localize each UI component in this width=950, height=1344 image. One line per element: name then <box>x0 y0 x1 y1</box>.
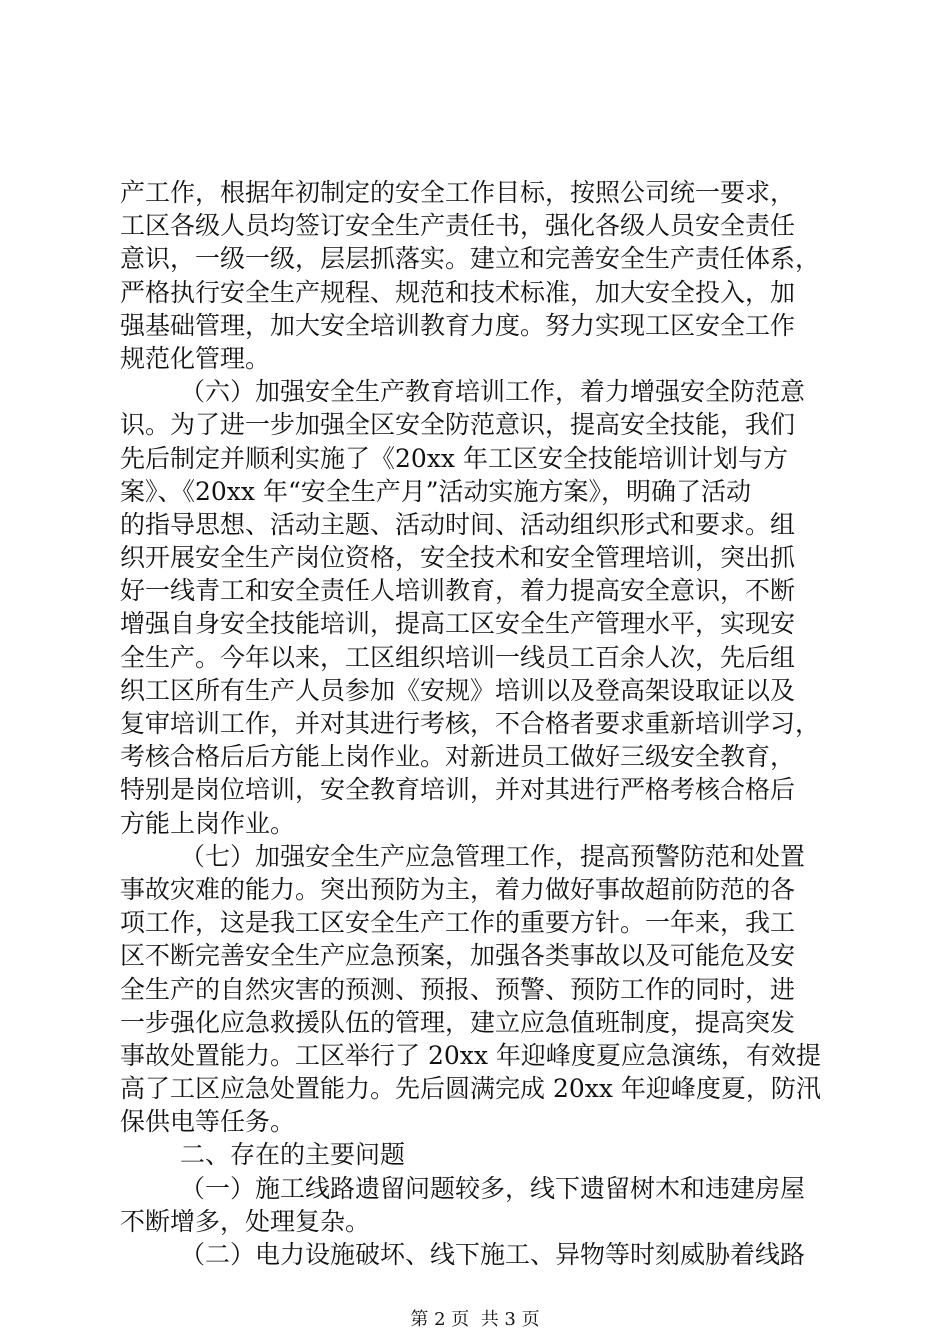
text-line: 增强自身安全技能培训，提高工区安全生产管理水平，实现安 <box>120 609 796 639</box>
text-line: 复审培训工作，并对其进行考核，不合格者要求重新培训学习， <box>120 709 821 738</box>
text-line: 案》、《20xx 年“安全生产月”活动实施方案》，明确了活动 <box>120 476 752 506</box>
chapter-heading-2: 二、存在的主要问题 <box>180 1140 406 1170</box>
text-line: 保供电等任务。 <box>120 1107 296 1137</box>
text-line: 先后制定并顺利实施了《20xx 年工区安全技能培训计划与方 <box>120 443 788 473</box>
document-body <box>120 176 840 1271</box>
text-line: 工区各级人员均签订安全生产责任书，强化各级人员安全责任 <box>120 211 796 241</box>
section-heading-7: （七）加强安全生产应急管理工作，提高预警防范和处置 <box>180 841 806 871</box>
text-line: 考核合格后后方能上岗作业。对新进员工做好三级安全教育， <box>120 742 796 772</box>
problem-item-1: （一）施工线路遗留问题较多，线下遗留树木和违建房屋 <box>180 1173 806 1203</box>
text-line: 规范化管理。 <box>120 343 271 373</box>
text-line: 全生产的自然灾害的预测、预报、预警、预防工作的同时，进 <box>120 974 796 1004</box>
page-footer: 第 2 页 共 3 页 <box>410 1309 540 1330</box>
text-line: 织开展安全生产岗位资格，安全技术和安全管理培训，突出抓 <box>120 543 796 573</box>
text-line: 识。为了进一步加强全区安全防范意识，提高安全技能，我们 <box>120 410 796 440</box>
text-line: 意识，一级一级，层层抓落实。建立和完善安全生产责任体系， <box>120 244 821 274</box>
text-line: 的指导思想、活动主题、活动时间、活动组织形式和要求。组 <box>120 509 796 539</box>
text-line: 事故灾难的能力。突出预防为主，着力做好事故超前防范的各 <box>120 874 796 904</box>
text-line: 全生产。今年以来，工区组织培训一线员工百余人次，先后组 <box>120 642 796 672</box>
text-line: 强基础管理，加大安全培训教育力度。努力实现工区安全工作 <box>120 310 796 340</box>
text-line: 产工作，根据年初制定的安全工作目标，按照公司统一要求， <box>120 178 796 207</box>
text-line: 项工作，这是我工区安全生产工作的重要方针。一年来，我工 <box>120 908 796 938</box>
text-line: 织工区所有生产人员参加《安规》培训以及登高架设取证以及 <box>120 675 796 705</box>
text-line: 事故处置能力。工区举行了 20xx 年迎峰度夏应急演练，有效提 <box>120 1040 821 1070</box>
text-line: 区不断完善安全生产应急预案，加强各类事故以及可能危及安 <box>120 941 796 971</box>
text-line: 好一线青工和安全责任人培训教育，着力提高安全意识，不断 <box>120 576 796 606</box>
text-line: 一步强化应急救援队伍的管理，建立应急值班制度，提高突发 <box>120 1007 796 1037</box>
text-line: 严格执行安全生产规程、规范和技术标准，加大安全投入，加 <box>120 277 796 307</box>
text-line: 高了工区应急处置能力。先后圆满完成 20xx 年迎峰度夏，防汛 <box>120 1074 821 1104</box>
text-line: 不断增多，处理复杂。 <box>120 1206 371 1236</box>
problem-item-2: （二）电力设施破坏、线下施工、异物等时刻威胁着线路 <box>180 1240 806 1269</box>
text-line: 方能上岗作业。 <box>120 808 296 838</box>
section-heading-6: （六）加强安全生产教育培训工作，着力增强安全防范意 <box>180 377 806 407</box>
text-line: 特别是岗位培训，安全教育培训，并对其进行严格考核合格后 <box>120 775 796 805</box>
